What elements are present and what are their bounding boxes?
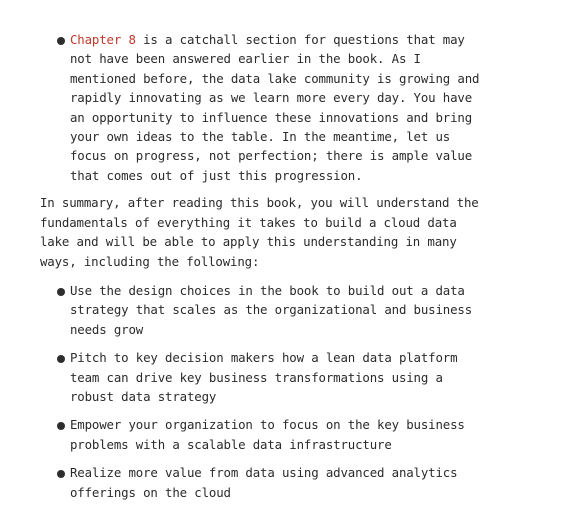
bullet-icon — [57, 355, 65, 363]
intro-bullet-text — [70, 30, 541, 185]
outcome-text: Pitch to key decision makers how a lean data platform team can drive key business transformations using a robust data strategy — [70, 350, 458, 405]
list-item — [0, 281, 561, 339]
outcome-text: Use the design choices in the book to build out a data strategy that scales as the organizational and business needs grow — [70, 283, 473, 337]
bullet-icon — [57, 470, 65, 478]
bullet-icon — [57, 37, 65, 45]
outcomes-list — [0, 281, 561, 511]
outcome-text: Empower your organization to focus on the key business problems with a scalable data infrastructure — [70, 417, 465, 452]
outcome-text: Realize more value from data using advanced analytics offerings on the cloud — [70, 465, 458, 500]
chapter-8-link[interactable]: Chapter 8 — [70, 32, 136, 47]
list-item — [0, 348, 561, 406]
intro-bullet-body: is a catchall section for questions that may not have been answered earlier in the book. As I mentioned before, the data lake community is growing and rapidly innovating as we learn more every day. You have an opportunity to influence these innovations and bring your own ideas to the table. In the meantime, let us focus on progress, not perfection; there is ample value that comes out of just this progression. — [70, 32, 480, 183]
list-item — [0, 30, 561, 185]
list-item — [0, 463, 561, 502]
intro-bullet-list — [0, 30, 561, 185]
summary-paragraph: In summary, after reading this book, you will understand the fundamentals of everything it takes to build a cloud data lake and will be able to apply this understanding in many ways, including the following: — [40, 195, 479, 269]
bullet-icon — [57, 422, 65, 430]
bullet-icon — [57, 288, 65, 296]
list-item — [0, 415, 561, 454]
